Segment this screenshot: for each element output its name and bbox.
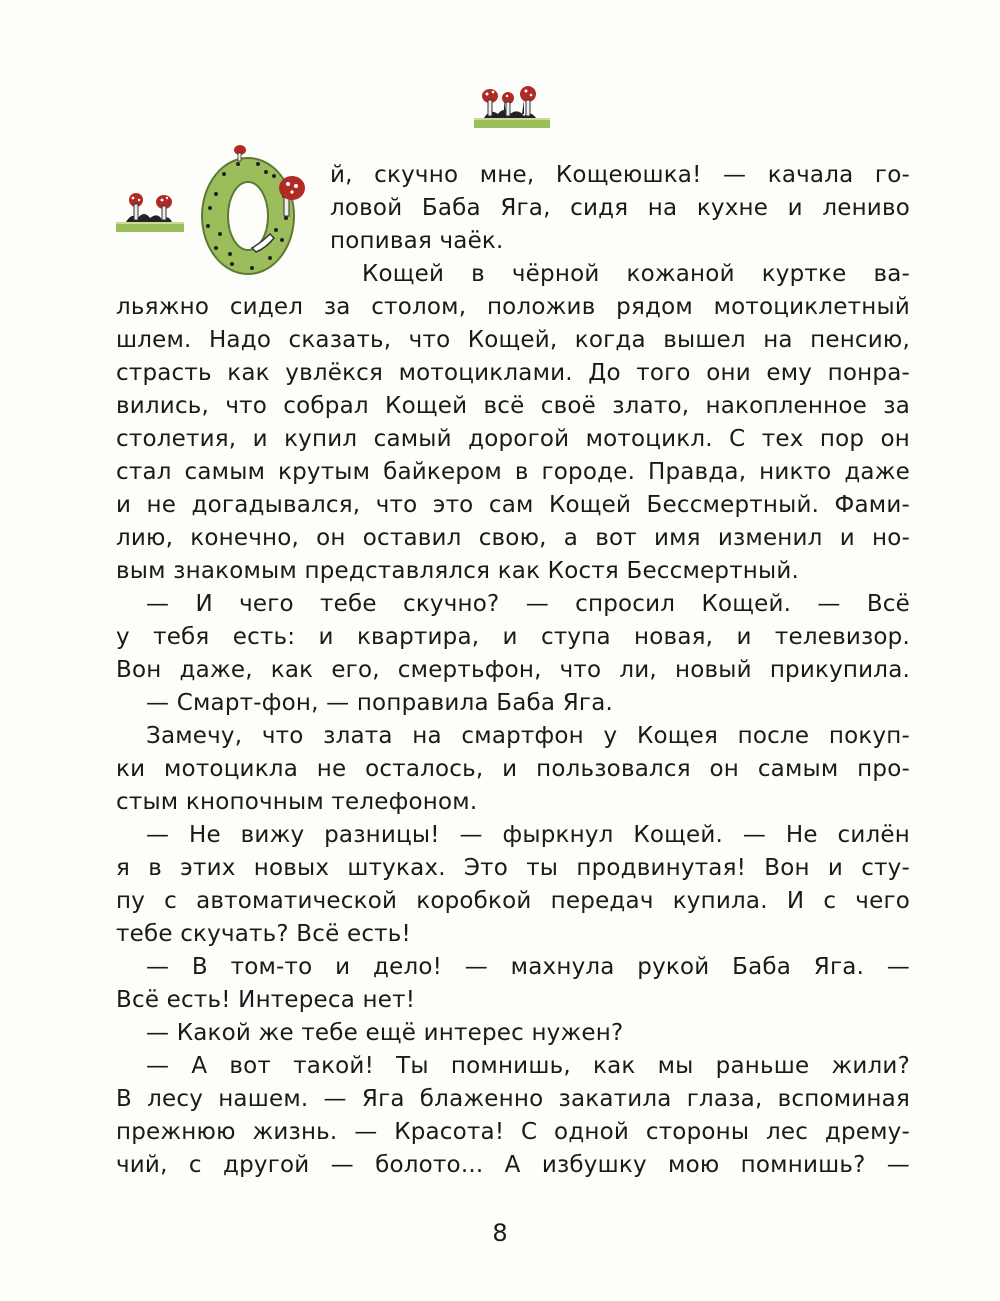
mushrooms-ornament-icon	[116, 188, 184, 238]
text-line: у тебя есть: и квартира, и ступа новая, и телевизор.	[116, 624, 910, 650]
text-line: тебе скучать? Всё есть!	[116, 921, 411, 947]
text-line: й, скучно мне, Кощеюшка! — качала го-	[330, 162, 910, 188]
text-line: — Смарт-фон, — поправила Баба Яга.	[146, 690, 614, 716]
text-line: пу с автоматической коробкой передач купила. И с чего	[116, 888, 910, 914]
text-line: я в этих новых штуках. Это ты продвинутая! Вон и сту-	[116, 855, 910, 881]
text-line: — А вот такой! Ты помнишь, как мы раньше жили?	[146, 1053, 910, 1079]
text-line: чий, с другой — болото... А избушку мою помнишь? —	[116, 1152, 910, 1178]
text-line: — Какой же тебе ещё интерес нужен?	[146, 1020, 624, 1046]
text-line: Замечу, что злата на смартфон у Кощея после покуп-	[146, 723, 910, 749]
text-line: прежнюю жизнь. — Красота! С одной стороны лес дрему-	[116, 1119, 910, 1145]
text-line: лию, конечно, он оставил свою, а вот имя изменил и но-	[116, 525, 910, 551]
mushroom-dropcap-icon	[196, 144, 314, 280]
text-line: Вон даже, как его, смертьфон, что ли, новый прикупила.	[116, 657, 910, 683]
text-line: вились, что собрал Кощей всё своё злато, накопленное за	[116, 393, 910, 419]
text-line: и не догадывался, что это сам Кощей Бессмертный. Фами-	[116, 492, 910, 518]
text-line: льяжно сидел за столом, положив рядом мотоциклетный	[116, 294, 910, 320]
text-line: шлем. Надо сказать, что Кощей, когда вышел на пенсию,	[116, 327, 910, 353]
text-line: ки мотоцикла не осталось, и пользовался он самым про-	[116, 756, 910, 782]
text-line: Всё есть! Интереса нет!	[116, 987, 416, 1013]
mushrooms-ornament-icon	[474, 82, 550, 134]
text-line: — И чего тебе скучно? — спросил Кощей. — Всё	[146, 591, 910, 617]
text-line: ловой Баба Яга, сидя на кухне и лениво	[330, 195, 910, 221]
text-line: вым знакомым представлялся как Костя Бессмертный.	[116, 558, 800, 584]
text-line: Кощей в чёрной кожаной куртке ва-	[362, 261, 910, 287]
text-line: стым кнопочным телефоном.	[116, 789, 478, 815]
text-line: попивая чаёк.	[330, 228, 504, 254]
text-line: столетия, и купил самый дорогой мотоцикл. С тех пор он	[116, 426, 910, 452]
text-line: — В том-то и дело! — махнула рукой Баба Яга. —	[146, 954, 910, 980]
text-line: В лесу нашем. — Яга блаженно закатила глаза, вспоминая	[116, 1086, 910, 1112]
page-number: 8	[492, 1219, 508, 1247]
text-line: стал самым крутым байкером в городе. Правда, никто даже	[116, 459, 910, 485]
text-line: страсть как увлёкся мотоциклами. До того они ему понра-	[116, 360, 910, 386]
text-line: — Не вижу разницы! — фыркнул Кощей. — Не силён	[146, 822, 910, 848]
